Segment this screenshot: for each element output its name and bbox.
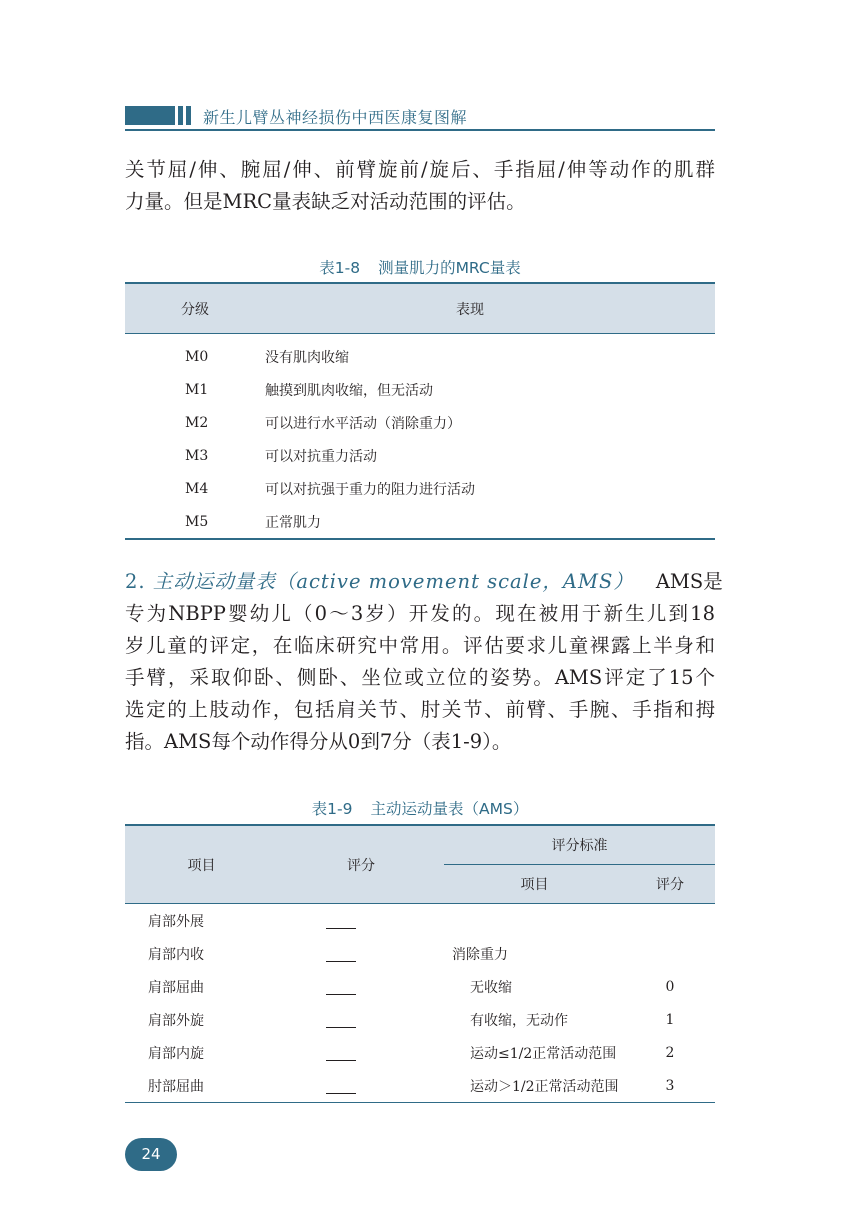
score-blank xyxy=(326,1013,356,1028)
table-caption xyxy=(125,797,715,819)
standard-item-cell: 运动＞1/2正常活动范围 xyxy=(470,1078,619,1095)
standard-score-cell: 0 xyxy=(665,978,675,995)
grade-cell: M0 xyxy=(185,348,209,365)
score-blank xyxy=(326,947,356,962)
paragraph-text: AMS是 xyxy=(655,570,723,593)
score-cell xyxy=(278,1069,444,1103)
table-row xyxy=(125,1003,715,1036)
table-row xyxy=(125,373,715,406)
paragraph-line: 岁儿童的评定，在临床研究中常用。评估要求儿童裸露上半身和 xyxy=(125,634,715,657)
description-cell: 可以进行水平活动（消除重力） xyxy=(265,415,461,432)
table-row xyxy=(125,1069,715,1103)
intro-paragraph xyxy=(125,154,715,218)
column-header: 项目 xyxy=(125,825,278,904)
running-header xyxy=(125,104,715,130)
section-heading-number: 2. xyxy=(125,570,146,593)
column-header: 项目 xyxy=(444,865,625,904)
column-header: 评分 xyxy=(278,825,444,904)
paragraph-line: 选定的上肢动作，包括肩关节、肘关节、前臂、手腕、手指和拇 xyxy=(125,698,715,721)
description-cell: 可以对抗强于重力的阻力进行活动 xyxy=(265,481,475,498)
standard-item-cell: 运动≤1/2正常活动范围 xyxy=(470,1045,617,1062)
table-row xyxy=(125,1036,715,1069)
table-row xyxy=(125,970,715,1003)
score-cell xyxy=(278,1036,444,1069)
table-row xyxy=(125,439,715,472)
column-group-header: 评分标准 xyxy=(444,825,715,865)
description-cell: 正常肌力 xyxy=(265,514,321,531)
item-cell: 肘部屈曲 xyxy=(148,1078,204,1095)
standard-score-cell: 3 xyxy=(665,1077,675,1094)
paragraph-line: 手臂，采取仰卧、侧卧、坐位或立位的姿势。AMS评定了15个 xyxy=(125,666,715,689)
item-cell: 肩部外展 xyxy=(148,913,204,930)
caption-title: 主动运动量表（AMS） xyxy=(370,800,529,818)
table-row xyxy=(125,505,715,539)
header-bar-decoration xyxy=(186,106,191,125)
table-row xyxy=(125,937,715,970)
score-blank xyxy=(326,980,356,995)
score-cell xyxy=(278,1003,444,1036)
book-title: 新生儿臂丛神经损伤中西医康复图解 xyxy=(203,108,468,127)
caption-number: 表1-8 xyxy=(319,259,361,277)
column-header: 分级 xyxy=(125,283,265,334)
paragraph-line: 专为NBPP婴幼儿（0～3岁）开发的。现在被用于新生儿到18 xyxy=(125,602,715,625)
item-cell: 肩部屈曲 xyxy=(148,979,204,996)
header-bar-decoration xyxy=(178,106,183,125)
score-cell xyxy=(278,970,444,1003)
page-number: 24 xyxy=(125,1138,177,1171)
section-2-paragraph xyxy=(125,566,723,758)
score-blank xyxy=(326,914,356,929)
grade-cell: M2 xyxy=(185,414,209,431)
grade-cell: M3 xyxy=(185,447,209,464)
standard-item-cell: 消除重力 xyxy=(452,946,508,963)
table-header-row xyxy=(125,825,715,865)
table-row xyxy=(125,406,715,439)
standard-score-cell xyxy=(625,904,715,938)
score-blank xyxy=(326,1046,356,1061)
grade-cell: M4 xyxy=(185,480,209,497)
table-header-row xyxy=(125,283,715,334)
paragraph-line xyxy=(125,566,723,598)
ams-table xyxy=(125,824,715,1103)
description-cell: 没有肌肉收缩 xyxy=(265,349,349,366)
description-cell: 可以对抗重力活动 xyxy=(265,448,377,465)
caption-number: 表1-9 xyxy=(311,800,353,818)
table-caption xyxy=(125,256,715,278)
score-cell xyxy=(278,937,444,970)
header-bar-decoration xyxy=(125,106,175,125)
paragraph-line: 指。AMS每个动作得分从0到7分（表1-9）。 xyxy=(125,730,512,753)
grade-cell: M5 xyxy=(185,513,209,530)
standard-item-cell: 无收缩 xyxy=(470,979,512,996)
item-cell: 肩部内旋 xyxy=(148,1045,204,1062)
header-rule xyxy=(125,129,715,131)
standard-score-cell: 2 xyxy=(665,1044,675,1061)
column-header: 表现 xyxy=(265,283,715,334)
score-blank xyxy=(326,1079,356,1094)
standard-score-cell xyxy=(625,937,715,970)
standard-item-cell xyxy=(444,904,625,938)
table-row xyxy=(125,472,715,505)
item-cell: 肩部外旋 xyxy=(148,1012,204,1029)
score-cell xyxy=(278,904,444,938)
description-cell: 触摸到肌肉收缩，但无活动 xyxy=(265,382,433,399)
paragraph-line: 关节屈/伸、腕屈/伸、前臂旋前/旋后、手指屈/伸等动作的肌群 xyxy=(125,158,715,181)
standard-score-cell: 1 xyxy=(665,1011,675,1028)
table-row xyxy=(125,334,715,374)
item-cell: 肩部内收 xyxy=(148,946,204,963)
paragraph-line: 力量。但是MRC量表缺乏对活动范围的评估。 xyxy=(125,190,526,213)
table-row xyxy=(125,904,715,938)
mrc-table xyxy=(125,282,715,540)
caption-title: 测量肌力的MRC量表 xyxy=(378,259,521,277)
column-header: 评分 xyxy=(625,865,715,904)
section-heading: 主动运动量表（active movement scale，AMS） xyxy=(152,570,634,593)
grade-cell: M1 xyxy=(185,381,209,398)
standard-item-cell: 有收缩，无动作 xyxy=(470,1012,568,1029)
